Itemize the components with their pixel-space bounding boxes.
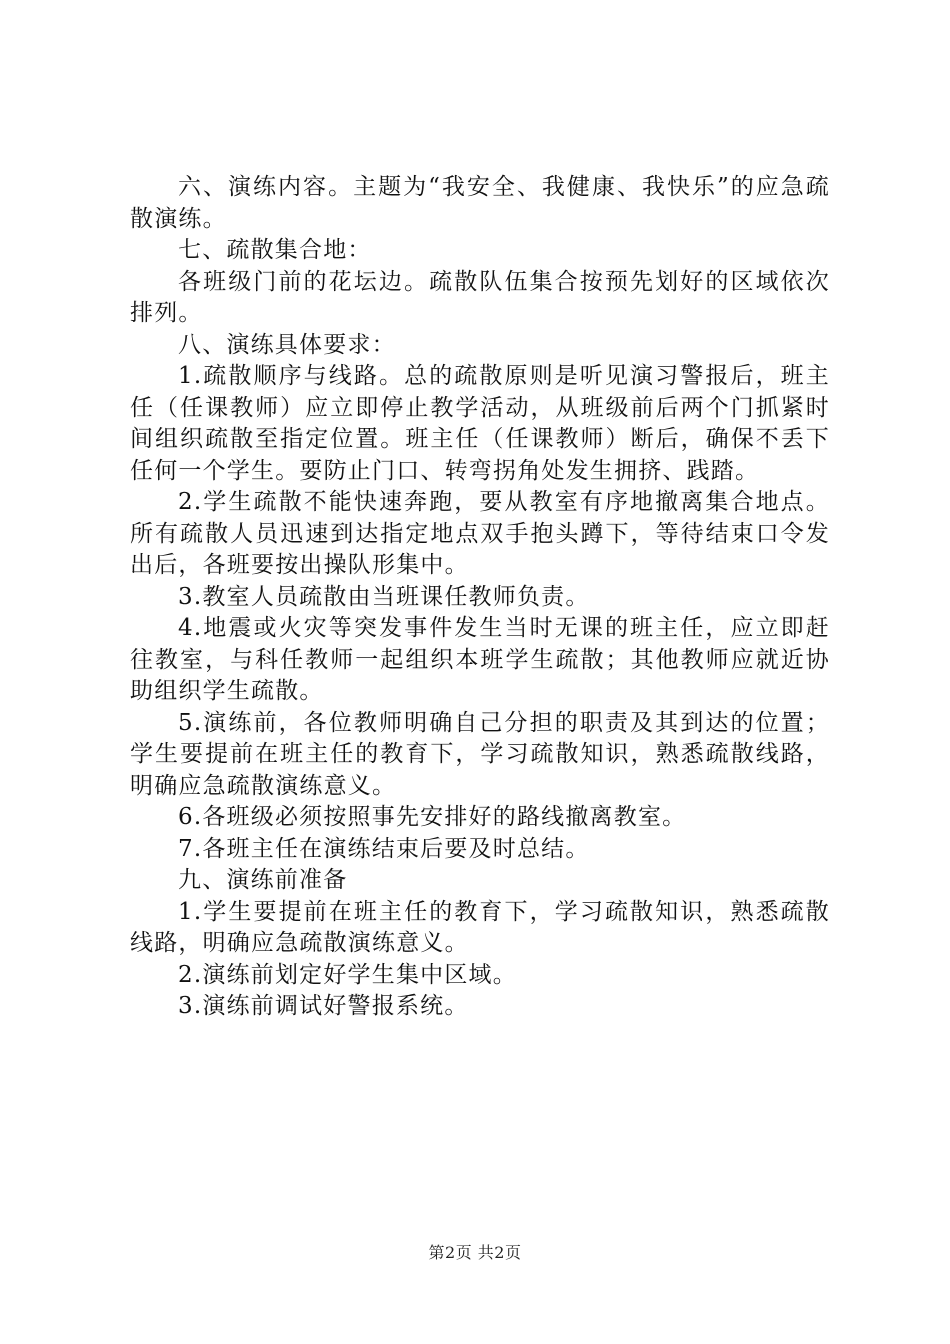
section-six-content: 六、演练内容。主题为“我安全、我健康、我快乐”的应急疏散演练。 <box>130 174 830 232</box>
requirement-6: 6.各班级必须按照事先安排好的路线撤离教室。 <box>178 804 687 830</box>
document-body <box>130 172 830 1023</box>
preparation-1: 1.学生要提前在班主任的教育下，学习疏散知识，熟悉疏散线路，明确应急疏散演练意义。 <box>130 898 830 956</box>
preparation-2: 2.演练前划定好学生集中区域。 <box>178 961 517 988</box>
requirement-1: 1.疏散顺序与线路。总的疏散原则是听见演习警报后，班主任（任课教师）应立即停止教学活动，从班级前后两个门抓紧时间组织疏散至指定位置。班主任（任课教师）断后，确保不丢下任何一个学生。要防止门口、转弯拐角处发生拥挤、践踏。 <box>130 363 830 484</box>
section-nine-heading: 九、演练前准备 <box>178 867 348 893</box>
section-seven-heading: 七、疏散集合地： <box>178 237 372 263</box>
assembly-location: 各班级门前的花坛边。疏散队伍集合按预先划好的区域依次排列。 <box>130 268 830 326</box>
requirement-4: 4.地震或火灾等突发事件发生当时无课的班主任，应立即赶往教室，与科任教师一起组织本班学生疏散；其他教师应就近协助组织学生疏散。 <box>130 615 830 704</box>
requirement-5: 5.演练前，各位教师明确自己分担的职责及其到达的位置；学生要提前在班主任的教育下，学习疏散知识，熟悉疏散线路，明确应急疏散演练意义。 <box>130 709 830 799</box>
preparation-3: 3.演练前调试好警报系统。 <box>178 993 469 1019</box>
requirement-2: 2.学生疏散不能快速奔跑，要从教室有序地撤离集合地点。所有疏散人员迅速到达指定地点双手抱头蹲下，等待结束口令发出后，各班要按出操队形集中。 <box>130 489 830 578</box>
requirement-7: 7.各班主任在演练结束后要及时总结。 <box>178 835 590 862</box>
page-number-footer: 第2页 共2页 <box>428 1243 522 1262</box>
section-eight-heading: 八、演练具体要求： <box>178 331 396 358</box>
requirement-3: 3.教室人员疏散由当班课任教师负责。 <box>178 583 590 610</box>
